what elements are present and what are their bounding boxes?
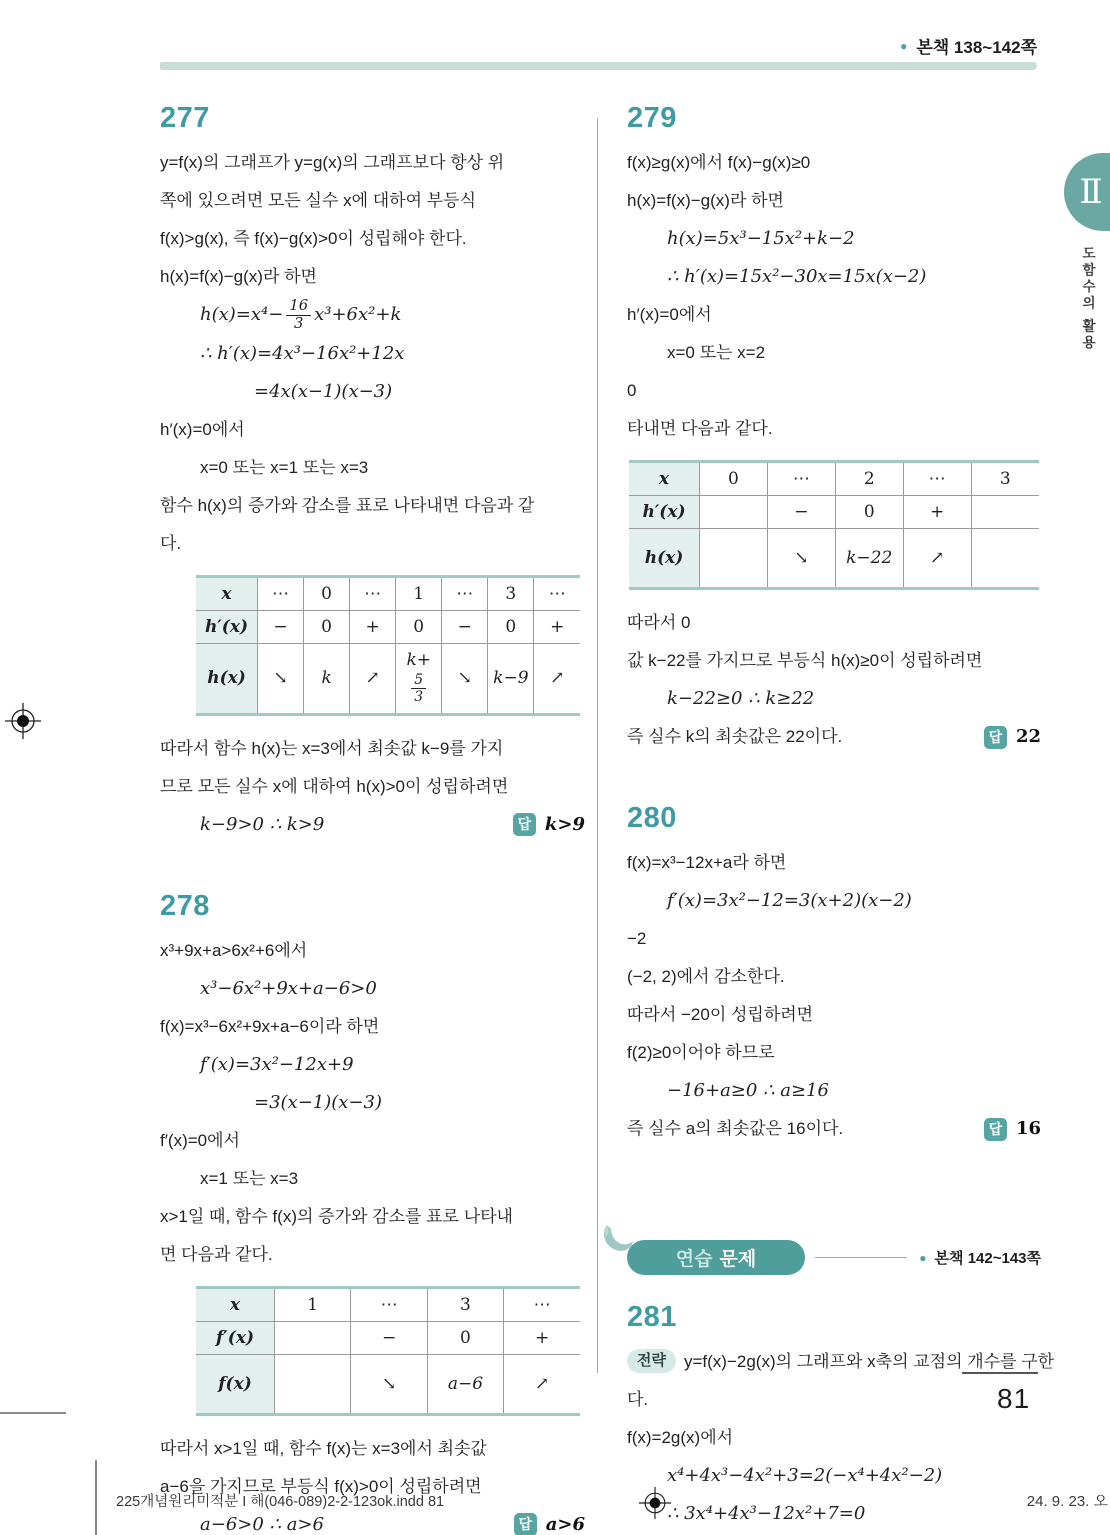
table-row (196, 1287, 580, 1321)
table-cell: k (304, 643, 350, 714)
table-row (629, 462, 1039, 496)
solution-line: x³−6x²+9x+a−6>0 (200, 977, 377, 999)
table-row (629, 529, 1039, 589)
problem-number: 277 (160, 102, 210, 134)
solution-line: 즉 실수 k의 최솟값은 22이다. 답 22 (627, 718, 1041, 756)
table-row-header: h′(x) (629, 496, 700, 529)
increase-decrease-table (629, 460, 1039, 590)
solution-line: 값 k−22를 가지므로 부등식 h(x)≥0이 성립하려면 (627, 651, 983, 670)
table-cell: ↘ (767, 529, 835, 589)
table-cell: ↗ (534, 643, 580, 714)
solution-line: x=0 또는 x=1 또는 x=3 (200, 457, 369, 477)
table-row (629, 496, 1039, 529)
solution-line: k−9>0 ∴ k>9 답 k>9 (160, 806, 585, 844)
problem-number: 278 (160, 889, 210, 922)
table-cell: ⋯ (534, 576, 580, 610)
answer-value: k>9 (544, 813, 585, 835)
solution-line: h(x)=f(x)−g(x)라 하면 (627, 191, 784, 210)
solution-line: ∴ h′(x)=4x³−16x²+12x (200, 342, 405, 364)
solution-line: f(2)≥0이어야 하므로 (627, 1043, 775, 1062)
print-date: 24. 9. 23. 오 (1026, 1493, 1108, 1510)
table-cell: ⋯ (351, 1287, 427, 1321)
table-cell: ↗ (504, 1354, 580, 1414)
table-row (196, 576, 580, 610)
table-cell: − (258, 610, 304, 643)
solution-line: 0 (627, 381, 637, 400)
left-column (160, 102, 585, 1535)
problem-281 (627, 1301, 1055, 1533)
table-row-header: f′(x) (196, 1321, 275, 1354)
solution-line: 다. (160, 533, 182, 553)
solution-line: h(x)=f(x)−g(x)라 하면 (160, 267, 317, 286)
practice-pill (627, 1240, 805, 1275)
answer-value: 22 (1015, 726, 1041, 747)
table-row (196, 643, 580, 714)
bird-icon (599, 1223, 635, 1255)
table-cell (275, 1354, 351, 1414)
solution-line: h′(x)=0에서 (160, 419, 245, 439)
table-cell: ⋯ (903, 462, 971, 496)
solution-line: x>1일 때, 함수 f(x)의 증가와 감소를 표로 나타내 (160, 1206, 513, 1226)
bullet-icon: ● (919, 1250, 927, 1265)
solution-line: f(x)=2g(x)에서 (627, 1428, 734, 1447)
solution-line: h′(x)=0에서 (627, 305, 712, 324)
solution-body (627, 844, 1041, 1148)
answer-badge: 답 (514, 1513, 537, 1535)
table-row-header: h′(x) (196, 610, 258, 643)
answer-badge: 답 (984, 726, 1007, 749)
table-cell: ↗ (903, 529, 971, 589)
chapter-numeral: Ⅱ (1079, 172, 1103, 212)
solution-line: 므로 모든 실수 x에 대하여 h(x)>0이 성립하려면 (160, 776, 509, 796)
chapter-title-vertical: 도함수의 활용 (1080, 246, 1095, 352)
answer-badge: 답 (513, 813, 536, 836)
solution-line: x⁴+4x³−4x²+3=2(−x⁴+4x²−2) (667, 1465, 943, 1486)
page-number-rule (962, 1372, 1038, 1374)
solution-line: =3(x−1)(x−3) (254, 1091, 382, 1113)
table-cell: ↘ (442, 643, 488, 714)
fraction: $\frac{16}{3}$ (286, 298, 311, 333)
table-cell: ↘ (258, 643, 304, 714)
table-cell: 0 (700, 462, 768, 496)
solution-line: x=0 또는 x=2 (667, 343, 766, 362)
solution-line: h(x)=x⁴− $\frac{16}{3}$ x³+6x²+k (200, 297, 402, 332)
table-cell: ⋯ (350, 576, 396, 610)
strategy-badge: 전략 (627, 1349, 676, 1373)
table-cell: 0 (396, 610, 442, 643)
practice-page-ref: ● 본책 142~143쪽 (919, 1250, 1041, 1267)
table-cell: ⋯ (258, 576, 304, 610)
solution-line: ∴ h′(x)=15x²−30x=15x(x−2) (667, 266, 927, 287)
table-row-header: x (196, 576, 258, 610)
solution-line: f(x)=x³−6x²+9x+a−6이라 하면 (160, 1016, 380, 1036)
problem-number: 281 (627, 1301, 677, 1333)
table-row-header: f(x) (196, 1354, 275, 1414)
table-row (196, 1354, 580, 1414)
table-cell: ⋯ (504, 1287, 580, 1321)
answer-value: a>6 (545, 1513, 585, 1535)
table-cell: 2 (835, 462, 903, 496)
table-row-header: x (629, 462, 700, 496)
solution-body (627, 144, 1041, 756)
bullet-icon: ● (900, 38, 908, 53)
solution-line: h(x)=5x³−15x²+k−2 (667, 228, 855, 249)
top-rule (160, 62, 1037, 70)
solution-line: a−6>0 ∴ a>6 답 a>6 (160, 1506, 585, 1535)
solution-line: k−22≥0 ∴ k≥22 (667, 688, 815, 709)
solution-line: 타내면 다음과 같다. (627, 419, 773, 438)
problem-number: 280 (627, 802, 677, 834)
solution-line: 전략 y=f(x)−2g(x)의 그래프와 x축의 교점의 개수를 구한 (627, 1343, 1041, 1381)
solution-line: =4x(x−1)(x−3) (254, 380, 393, 402)
solution-body (160, 144, 585, 844)
table-cell: − (767, 496, 835, 529)
answer-badge: 답 (984, 1118, 1007, 1141)
table-cell: 0 (835, 496, 903, 529)
solution-line: −16+a≥0 ∴ a≥16 (667, 1080, 829, 1101)
answer (984, 1110, 1041, 1148)
table-cell: ↘ (351, 1354, 427, 1414)
practice-label-light: 연습 (675, 1249, 713, 1270)
table-row-header: x (196, 1287, 275, 1321)
solution-line: y=f(x)의 그래프가 y=g(x)의 그래프보다 항상 위 (160, 153, 505, 172)
trim-mark-line (0, 1412, 66, 1414)
solution-line: 따라서 −20이 성립하려면 (627, 1005, 814, 1024)
table-cell (700, 496, 768, 529)
table-cell: ⋯ (767, 462, 835, 496)
table-row (196, 1321, 580, 1354)
solution-body (160, 932, 585, 1535)
table-cell: 0 (304, 610, 350, 643)
table-cell: k+ $\frac{5}{3}$ (396, 643, 442, 714)
book-page-ref: 본책 138~142쪽 (916, 38, 1037, 57)
problem-280 (627, 802, 1041, 1148)
solution-line: 면 다음과 같다. (160, 1244, 273, 1264)
table-cell: 0 (488, 610, 534, 643)
answer-value: 16 (1015, 1118, 1041, 1139)
table-cell: k−9 (488, 643, 534, 714)
table-cell: + (903, 496, 971, 529)
solution-line: f′(x)=3x²−12=3(x+2)(x−2) (667, 890, 912, 911)
table-cell: ↗ (350, 643, 396, 714)
registration-mark-icon (4, 702, 42, 740)
right-column (627, 102, 1055, 1533)
solution-line: f(x)=x³−12x+a라 하면 (627, 853, 787, 872)
page-header (900, 33, 1037, 58)
table-cell: + (534, 610, 580, 643)
practice-problems-band (627, 1240, 1041, 1275)
solution-line: 함수 h(x)의 증가와 감소를 표로 나타내면 다음과 같 (160, 495, 535, 515)
table-cell: 3 (971, 462, 1039, 496)
table-cell: 1 (396, 576, 442, 610)
increase-decrease-table (196, 575, 580, 716)
table-cell: + (504, 1321, 580, 1354)
table-cell: ⋯ (442, 576, 488, 610)
table-cell: − (351, 1321, 427, 1354)
page-number: 81 (997, 1383, 1031, 1414)
solution-line: 따라서 0 (627, 613, 691, 632)
solution-line: f(x)≥g(x)에서 f(x)−g(x)≥0 (627, 153, 811, 172)
chapter-tab (1064, 153, 1110, 231)
increase-decrease-table (196, 1286, 580, 1416)
answer (984, 718, 1041, 756)
table-cell: 3 (427, 1287, 503, 1321)
column-divider (597, 118, 598, 1373)
solution-line: x=1 또는 x=3 (200, 1168, 299, 1188)
solution-line: 다. (627, 1390, 649, 1409)
table-cell (971, 496, 1039, 529)
solution-line: 즉 실수 a의 최솟값은 16이다. 답 16 (627, 1110, 1041, 1148)
print-file-name: 225개념원리미적분 I 해(046-089)2-2-123ok.indd 81 (116, 1494, 445, 1510)
answer (514, 1506, 585, 1535)
table-row-header: h(x) (196, 643, 258, 714)
solution-line: x³+9x+a>6x²+6에서 (160, 940, 308, 960)
practice-label-bold: 문제 (719, 1249, 757, 1270)
solution-line: f′(x)=0에서 (160, 1130, 240, 1150)
solution-line: 쪽에 있으려면 모든 실수 x에 대하여 부등식 (160, 191, 477, 210)
registration-mark-icon (638, 1486, 672, 1520)
table-cell: 3 (488, 576, 534, 610)
problem-278 (160, 890, 585, 1535)
band-line (815, 1257, 907, 1259)
solution-line: a−6을 가지므로 부등식 f(x)>0이 성립하려면 (160, 1476, 482, 1496)
solution-line: f(x)>g(x), 즉 f(x)−g(x)>0이 성립해야 한다. (160, 229, 467, 248)
table-cell: a−6 (427, 1354, 503, 1414)
solution-line: f′(x)=3x²−12x+9 (200, 1053, 354, 1075)
table-cell (700, 529, 768, 589)
solution-line: 따라서 x>1일 때, 함수 f(x)는 x=3에서 최솟값 (160, 1438, 487, 1458)
answer (513, 806, 585, 844)
table-cell: − (442, 610, 488, 643)
fraction: $\frac{5}{3}$ (411, 672, 426, 705)
table-cell (971, 529, 1039, 589)
solution-line: (−2, 2)에서 감소한다. (627, 967, 785, 986)
table-row-header: h(x) (629, 529, 700, 589)
table-cell (275, 1321, 351, 1354)
table-cell: + (350, 610, 396, 643)
table-cell: 1 (275, 1287, 351, 1321)
problem-277 (160, 102, 585, 844)
table-cell: k−22 (835, 529, 903, 589)
solution-line: −2 (627, 929, 647, 948)
problem-279 (627, 102, 1041, 756)
solution-line: 따라서 함수 h(x)는 x=3에서 최솟값 k−9를 가지 (160, 738, 504, 758)
table-cell: 0 (427, 1321, 503, 1354)
table-cell: 0 (304, 576, 350, 610)
solution-line: ∴ 3x⁴+4x³−12x²+7=0 (667, 1503, 866, 1524)
problem-number: 279 (627, 102, 677, 134)
footer-divider (95, 1460, 97, 1535)
table-row (196, 610, 580, 643)
